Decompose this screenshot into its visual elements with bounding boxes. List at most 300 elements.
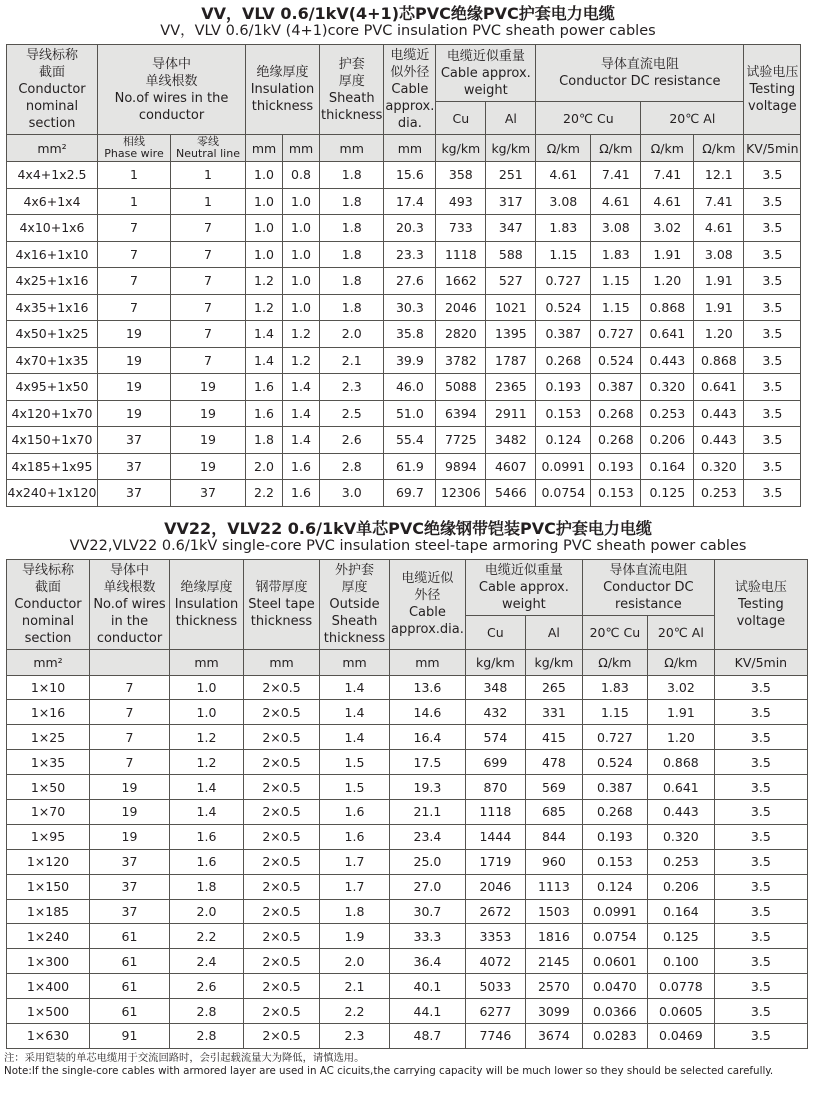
table-cell: 0.868 [694, 347, 744, 374]
table-cell: 3.5 [714, 775, 807, 800]
table-cell: 415 [525, 725, 582, 750]
table-cell: 3.02 [641, 215, 694, 242]
table-cell: 1×120 [7, 849, 90, 874]
table-cell: 0.641 [694, 374, 744, 401]
table-row [7, 294, 801, 321]
table-cell: 4x95+1x50 [7, 374, 98, 401]
table-cell: 1×240 [7, 924, 90, 949]
table-cell: 1.15 [582, 700, 647, 725]
table-cell: 37 [90, 874, 170, 899]
table-cell: 1.0 [170, 675, 244, 700]
table-cell: 4x25+1x16 [7, 268, 98, 295]
table-cell: 733 [436, 215, 486, 242]
table-cell: 19 [90, 775, 170, 800]
table-cell: 1.8 [246, 427, 283, 454]
table-cell: 27.0 [390, 874, 466, 899]
table-cell: 7 [98, 294, 171, 321]
table-cell: 3.5 [744, 294, 801, 321]
table-cell: 0.125 [647, 924, 714, 949]
table-cell: 3482 [486, 427, 536, 454]
table-cell: 317 [486, 188, 536, 215]
table-cell: 23.3 [384, 241, 436, 268]
table-cell: 1.8 [320, 162, 384, 189]
table-cell: 2×0.5 [244, 1023, 320, 1048]
table-row [7, 453, 801, 480]
header-insulation: 绝缘厚度 Insulation thickness [170, 559, 244, 649]
table-cell: 2.8 [170, 1023, 244, 1048]
table-cell: 1.15 [591, 294, 641, 321]
table-cell: 3.08 [694, 241, 744, 268]
table-cell: 0.153 [582, 849, 647, 874]
table-cell: 37 [90, 899, 170, 924]
table-row [7, 480, 801, 507]
unit-ohm: Ω/km [694, 135, 744, 162]
table1-subtitle: VV，VLV 0.6/1kV (4+1)core PVC insulation PVC sheath power cables [160, 23, 656, 39]
table-cell: 0.0366 [582, 999, 647, 1024]
table-cell: 1.83 [536, 215, 591, 242]
table-cell: 0.253 [694, 480, 744, 507]
unit-mm: mm [244, 649, 320, 675]
table-cell: 4072 [465, 949, 525, 974]
table-cell: 1 [98, 188, 171, 215]
table-cell: 16.4 [390, 725, 466, 750]
unit-mm: mm [320, 649, 390, 675]
table-cell: 2×0.5 [244, 999, 320, 1024]
header-weight: 电缆近似重量 Cable approx. weight [465, 559, 582, 615]
table-cell: 1.4 [246, 347, 283, 374]
header-diameter: 电缆近似 外径 Cable approx.dia. [390, 559, 466, 649]
table-cell: 61 [90, 974, 170, 999]
table-cell: 37 [98, 453, 171, 480]
table-cell: 3.5 [744, 427, 801, 454]
table-cell: 36.4 [390, 949, 466, 974]
table-cell: 2×0.5 [244, 675, 320, 700]
header-weight-al: Al [486, 102, 536, 135]
table-cell: 4x35+1x16 [7, 294, 98, 321]
table-cell: 0.0754 [536, 480, 591, 507]
table-cell: 1×150 [7, 874, 90, 899]
table-cell: 55.4 [384, 427, 436, 454]
table-cell: 19 [98, 400, 171, 427]
table-cell: 1.8 [320, 188, 384, 215]
table-cell: 1021 [486, 294, 536, 321]
table-cell: 5466 [486, 480, 536, 507]
table-row [7, 215, 801, 242]
table-cell: 1×10 [7, 675, 90, 700]
table-cell: 1.91 [694, 294, 744, 321]
table-row [7, 974, 808, 999]
table-cell: 0.8 [283, 162, 320, 189]
table-cell: 1.9 [320, 924, 390, 949]
header-steel-tape: 钢带厚度 Steel tape thickness [244, 559, 320, 649]
table-cell: 1118 [436, 241, 486, 268]
table-cell: 0.443 [641, 347, 694, 374]
table-cell: 2.2 [170, 924, 244, 949]
table-cell: 1.91 [694, 268, 744, 295]
table-cell: 1.91 [647, 700, 714, 725]
table-cell: 19 [171, 427, 246, 454]
table-cell: 0.253 [647, 849, 714, 874]
table-cell: 20.3 [384, 215, 436, 242]
table-cell: 2×0.5 [244, 874, 320, 899]
table-cell: 2×0.5 [244, 750, 320, 775]
table-cell: 1.4 [246, 321, 283, 348]
table-cell: 7 [98, 215, 171, 242]
unit-kv: KV/5min [744, 135, 801, 162]
table-cell: 3.5 [714, 924, 807, 949]
unit-kv: KV/5min [714, 649, 807, 675]
table-cell: 1×400 [7, 974, 90, 999]
header-wires: 导体中 单线根数 No.of wires in the conductor [90, 559, 170, 649]
unit-mm: mm [390, 649, 466, 675]
note-english: Note:If the single-core cables with armored layer are used in AC cicuits,the carrying capacity will be much lower so they should be selected carefully. [4, 1064, 774, 1077]
table-cell: 3.5 [744, 215, 801, 242]
table-cell: 3.5 [744, 241, 801, 268]
table-cell: 1.6 [283, 480, 320, 507]
table-cell: 1.4 [170, 775, 244, 800]
table-cell: 0.0778 [647, 974, 714, 999]
table-cell: 2.6 [170, 974, 244, 999]
table-cell: 1×185 [7, 899, 90, 924]
table-cell: 19 [171, 374, 246, 401]
table-cell: 1.4 [320, 725, 390, 750]
header-sheath: 护套 厚度 Sheath thickness [320, 45, 384, 135]
table-cell: 3.5 [744, 453, 801, 480]
table-cell: 1.2 [170, 750, 244, 775]
table-cell: 1.6 [170, 824, 244, 849]
table-cell: 9894 [436, 453, 486, 480]
table-cell: 0.727 [536, 268, 591, 295]
table-cell: 1.4 [320, 700, 390, 725]
table-cell: 91 [90, 1023, 170, 1048]
table-cell: 1.7 [320, 849, 390, 874]
table-cell: 2×0.5 [244, 924, 320, 949]
table-cell: 5033 [465, 974, 525, 999]
table-cell: 0.387 [591, 374, 641, 401]
header-voltage: 试验电压 Testing voltage [714, 559, 807, 649]
table-cell: 2×0.5 [244, 824, 320, 849]
table-cell: 0.0605 [647, 999, 714, 1024]
table-cell: 0.268 [591, 400, 641, 427]
table-cell: 7 [90, 700, 170, 725]
table-cell: 1.0 [283, 188, 320, 215]
table-cell: 69.7 [384, 480, 436, 507]
table-cell: 1.0 [246, 188, 283, 215]
table-cell: 0.125 [641, 480, 694, 507]
table-cell: 3.08 [591, 215, 641, 242]
table-cell: 3099 [525, 999, 582, 1024]
table-cell: 15.6 [384, 162, 436, 189]
table-cell: 7 [171, 215, 246, 242]
table-cell: 37 [98, 480, 171, 507]
table-cell: 1.2 [283, 347, 320, 374]
table-cell: 1.91 [641, 241, 694, 268]
table-cell: 2×0.5 [244, 775, 320, 800]
header-res-cu: 20℃ Cu [536, 102, 641, 135]
table-cell: 1.0 [283, 294, 320, 321]
table-cell: 7 [90, 725, 170, 750]
table-cell: 2×0.5 [244, 799, 320, 824]
table-cell: 46.0 [384, 374, 436, 401]
table-cell: 7 [171, 347, 246, 374]
table-cell: 17.5 [390, 750, 466, 775]
table-cell: 0.164 [641, 453, 694, 480]
table-cell: 0.443 [694, 427, 744, 454]
header-insulation: 绝缘厚度 Insulation thickness [246, 45, 320, 135]
unit-mm: mm [170, 649, 244, 675]
table-cell: 4x150+1x70 [7, 427, 98, 454]
table-cell: 870 [465, 775, 525, 800]
table-cell: 1.15 [536, 241, 591, 268]
table-cell: 2.3 [320, 374, 384, 401]
table-cell: 1.4 [320, 675, 390, 700]
table-cell: 2570 [525, 974, 582, 999]
table-cell: 1 [171, 162, 246, 189]
table-cell: 0.524 [582, 750, 647, 775]
table-cell: 12.1 [694, 162, 744, 189]
table-cell: 7 [98, 268, 171, 295]
table-cell: 2×0.5 [244, 700, 320, 725]
table-cell: 4.61 [591, 188, 641, 215]
table-cell: 4x4+1x2.5 [7, 162, 98, 189]
table-cell: 30.3 [384, 294, 436, 321]
table-cell: 0.443 [694, 400, 744, 427]
table-cell: 2.8 [170, 999, 244, 1024]
table-cell: 0.0469 [647, 1023, 714, 1048]
table-cell: 3.5 [744, 400, 801, 427]
table-cell: 0.193 [582, 824, 647, 849]
table-row [7, 347, 801, 374]
table-cell: 569 [525, 775, 582, 800]
table-cell: 1.6 [246, 400, 283, 427]
table-cell: 23.4 [390, 824, 466, 849]
table-cell: 17.4 [384, 188, 436, 215]
table-cell: 1.6 [283, 453, 320, 480]
table-cell: 3.5 [714, 974, 807, 999]
table-cell: 61 [90, 949, 170, 974]
header-section: 导线标称 截面 Conductor nominal section [7, 559, 90, 649]
table-cell: 1.8 [320, 241, 384, 268]
table-cell: 331 [525, 700, 582, 725]
table-cell: 1.5 [320, 775, 390, 800]
table-cell: 699 [465, 750, 525, 775]
table-cell: 3674 [525, 1023, 582, 1048]
table-cell: 2911 [486, 400, 536, 427]
table-cell: 1395 [486, 321, 536, 348]
table-cell: 2.4 [170, 949, 244, 974]
table-cell: 1×50 [7, 775, 90, 800]
unit-section: mm² [7, 649, 90, 675]
table-cell: 1118 [465, 799, 525, 824]
table-cell: 37 [171, 480, 246, 507]
table-cell: 0.524 [591, 347, 641, 374]
table-cell: 0.253 [641, 400, 694, 427]
table-cell: 1×25 [7, 725, 90, 750]
table-cell: 1.83 [591, 241, 641, 268]
table-cell: 3.0 [320, 480, 384, 507]
table-cell: 1×70 [7, 799, 90, 824]
table-cell: 1113 [525, 874, 582, 899]
table-cell: 2672 [465, 899, 525, 924]
table-cell: 2.2 [246, 480, 283, 507]
table-row [7, 899, 808, 924]
table-cell: 0.0754 [582, 924, 647, 949]
table-cell: 1.6 [320, 799, 390, 824]
table-cell: 0.727 [591, 321, 641, 348]
table-cell: 7 [171, 321, 246, 348]
table-cell: 1.2 [246, 294, 283, 321]
table-cell: 0.153 [536, 400, 591, 427]
table-cell: 0.193 [536, 374, 591, 401]
table-cell: 51.0 [384, 400, 436, 427]
table-cell: 1×16 [7, 700, 90, 725]
table-row [7, 162, 801, 189]
table-cell: 2820 [436, 321, 486, 348]
table-cell: 4x50+1x25 [7, 321, 98, 348]
table-cell: 2×0.5 [244, 725, 320, 750]
table-cell: 0.268 [582, 799, 647, 824]
table-cell: 3.5 [714, 874, 807, 899]
table-row [7, 374, 801, 401]
table-cell: 1 [98, 162, 171, 189]
table-cell: 6394 [436, 400, 486, 427]
table-cell: 0.100 [647, 949, 714, 974]
table-cell: 2×0.5 [244, 974, 320, 999]
table-cell: 4x16+1x10 [7, 241, 98, 268]
table-cell: 7.41 [641, 162, 694, 189]
table-cell: 7 [171, 241, 246, 268]
table-cell: 19 [98, 321, 171, 348]
table-cell: 35.8 [384, 321, 436, 348]
table-row [7, 849, 808, 874]
header-resistance: 导体直流电阻 Conductor DC resistance [536, 45, 744, 102]
table-cell: 21.1 [390, 799, 466, 824]
table-cell: 12306 [436, 480, 486, 507]
table-cell: 1.8 [320, 294, 384, 321]
table-cell: 358 [436, 162, 486, 189]
table-cell: 1816 [525, 924, 582, 949]
table-cell: 48.7 [390, 1023, 466, 1048]
unit-kgkm: kg/km [465, 649, 525, 675]
table-vv22-vlv22-single-core [6, 559, 808, 1049]
unit-ohm: Ω/km [582, 649, 647, 675]
table-row [7, 427, 801, 454]
table-cell: 3.5 [714, 899, 807, 924]
table-cell: 1.4 [283, 427, 320, 454]
table-cell: 2.1 [320, 347, 384, 374]
unit-mm: mm [246, 135, 283, 162]
table-cell: 1.0 [246, 162, 283, 189]
table-cell: 0.320 [641, 374, 694, 401]
table-cell: 1.0 [246, 241, 283, 268]
table-cell: 0.443 [647, 799, 714, 824]
table-cell: 0.641 [641, 321, 694, 348]
table-cell: 0.124 [582, 874, 647, 899]
header-diameter: 电缆近 似外径 Cable approx. dia. [384, 45, 436, 135]
table-cell: 1.5 [320, 750, 390, 775]
table-cell: 2.0 [320, 321, 384, 348]
table-cell: 3353 [465, 924, 525, 949]
unit-mm: mm [320, 135, 384, 162]
table-cell: 2.0 [170, 899, 244, 924]
table-cell: 251 [486, 162, 536, 189]
table-row [7, 999, 808, 1024]
table1-title: VV，VLV 0.6/1kV(4+1)芯PVC绝缘PVC护套电力电缆 [201, 4, 615, 23]
table-cell: 1×95 [7, 824, 90, 849]
table-cell: 7.41 [591, 162, 641, 189]
table-cell: 1.0 [170, 700, 244, 725]
table-cell: 0.320 [647, 824, 714, 849]
table-cell: 3.5 [744, 188, 801, 215]
table-cell: 844 [525, 824, 582, 849]
table-cell: 1444 [465, 824, 525, 849]
table-row [7, 700, 808, 725]
table-cell: 4x240+1x120 [7, 480, 98, 507]
table2-title: VV22，VLV22 0.6/1kV单芯PVC绝缘钢带铠装PVC护套电力电缆 [164, 518, 652, 538]
table-cell: 7 [171, 268, 246, 295]
table-cell: 3.5 [744, 162, 801, 189]
table-row [7, 188, 801, 215]
table-cell: 4x70+1x35 [7, 347, 98, 374]
table-cell: 7 [90, 675, 170, 700]
table-cell: 3.08 [536, 188, 591, 215]
table-cell: 1.0 [283, 215, 320, 242]
table-cell: 960 [525, 849, 582, 874]
table-cell: 1.0 [246, 215, 283, 242]
table-cell: 19 [98, 347, 171, 374]
table-cell: 7 [171, 294, 246, 321]
table-cell: 2365 [486, 374, 536, 401]
header-voltage: 试验电压 Testing voltage [744, 45, 801, 135]
table-cell: 3.5 [714, 1023, 807, 1048]
table-cell: 0.124 [536, 427, 591, 454]
unit-ohm: Ω/km [536, 135, 591, 162]
table-row [7, 874, 808, 899]
table-cell: 4607 [486, 453, 536, 480]
table-row [7, 949, 808, 974]
table-row [7, 268, 801, 295]
table-cell: 7 [90, 750, 170, 775]
table-cell: 1.20 [647, 725, 714, 750]
table-cell: 3.02 [647, 675, 714, 700]
header-weight-al: Al [525, 615, 582, 649]
table-cell: 2×0.5 [244, 949, 320, 974]
header-res-cu: 20℃ Cu [582, 615, 647, 649]
table2-subtitle: VV22,VLV22 0.6/1kV single-core PVC insulation steel-tape armoring PVC sheath power cables [69, 537, 747, 554]
unit-kgkm: kg/km [525, 649, 582, 675]
table-cell: 4.61 [641, 188, 694, 215]
unit-empty [90, 649, 170, 675]
header-resistance: 导体直流电阻 Conductor DC resistance [582, 559, 714, 615]
table-cell: 4x120+1x70 [7, 400, 98, 427]
table-cell: 0.868 [647, 750, 714, 775]
table-cell: 6277 [465, 999, 525, 1024]
table-cell: 0.641 [647, 775, 714, 800]
table-cell: 7746 [465, 1023, 525, 1048]
table-cell: 3782 [436, 347, 486, 374]
table-cell: 493 [436, 188, 486, 215]
table-cell: 2.8 [320, 453, 384, 480]
table-cell: 1787 [486, 347, 536, 374]
table-cell: 3.5 [714, 999, 807, 1024]
unit-kgkm: kg/km [436, 135, 486, 162]
table-row [7, 241, 801, 268]
table-cell: 3.5 [744, 374, 801, 401]
table-cell: 3.5 [714, 700, 807, 725]
table-cell: 39.9 [384, 347, 436, 374]
table-cell: 1.2 [170, 725, 244, 750]
table-cell: 14.6 [390, 700, 466, 725]
